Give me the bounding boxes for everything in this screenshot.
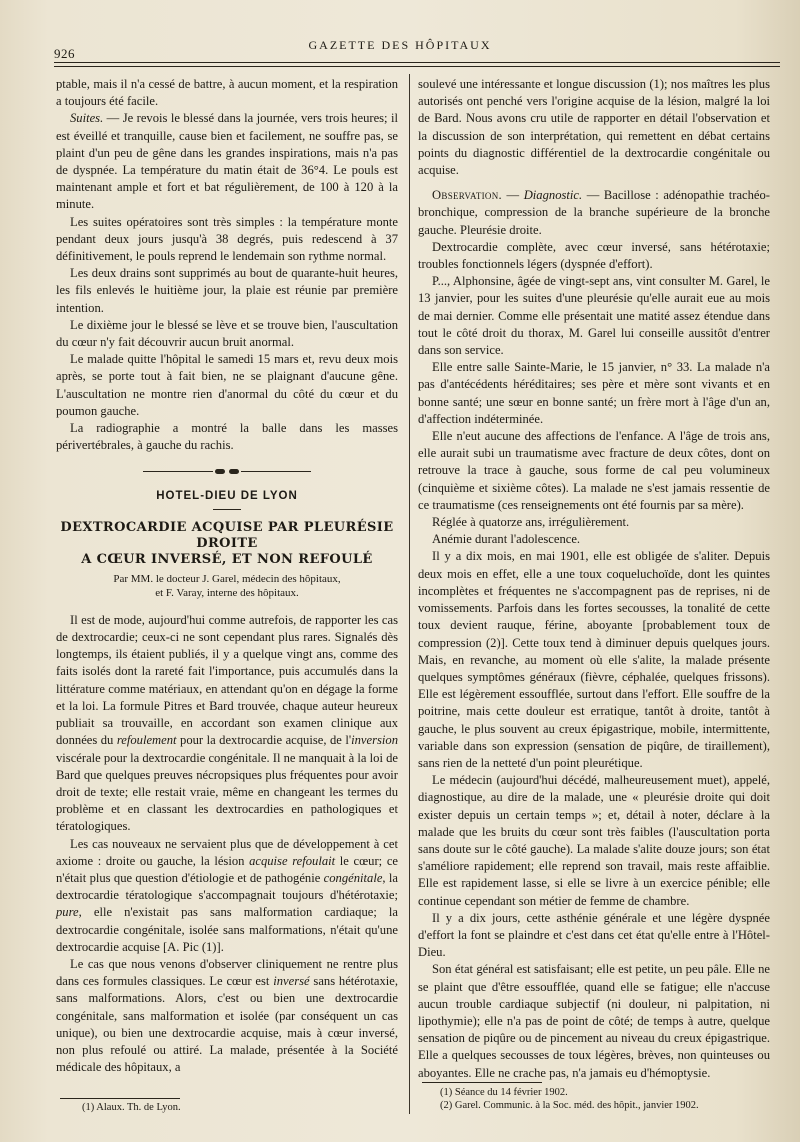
authors-line: Par MM. le docteur J. Garel, médecin des hôpitaux, — [113, 572, 341, 585]
text-run: , elle n'existait pas sans malformation cardiaque; la dextrocardie congénitale, isolée sans malformations, n'était qu'une dextrocardie acquise [A. Pic (1)]. — [56, 905, 398, 954]
article-title-line: DEXTROCARDIE ACQUISE PAR PLEURÉSIE DROITE — [60, 519, 394, 551]
left-column — [56, 76, 398, 1076]
observation-label: Observation. — [432, 188, 502, 203]
text-run: pour la dextrocardie acquise, de l' — [176, 733, 352, 748]
text-run: le cœur; ce n'était plus que question d'étiologie et de pathogénie — [56, 853, 399, 885]
section-heading: HOTEL-DIEU DE LYON — [156, 489, 298, 502]
footnote: (1) Séance du 14 février 1902. — [440, 1087, 568, 1098]
ornament-divider — [56, 462, 398, 479]
paragraph — [56, 956, 398, 1076]
article-title — [56, 520, 398, 568]
text-run: viscérale pour la dextrocardie congénitale. Il ne manquait à la loi de Bard que quelques preuves nécropsiques plus fréquentes pour avoir droit de texte; elle restait vraie, même en changeant les termes du problème et en classant les dextrocardies en pathologiques et tératologiques. — [56, 750, 398, 834]
paragraph: La radiographie a montré la balle dans les masses périvertébrales, à gauche du rachis. — [56, 421, 398, 453]
footnote: (1) Alaux. Th. de Lyon. — [82, 1102, 181, 1113]
paragraph: Le malade quitte l'hôpital le samedi 15 mars et, revu deux mois après, se porte tout à fait bien, ne se plaignant d'aucune gêne. L'auscultation ne montre rien d'anormal du côté du cœur et du poumon gauche. — [56, 352, 398, 418]
paragraph: Anémie durant l'adolescence. — [432, 532, 581, 547]
italic-term: congénitale — [323, 870, 383, 885]
paragraph: ptable, mais il n'a cessé de battre, à aucun moment, et la respiration a toujours été facile. — [56, 77, 398, 109]
text-run: sans hétérotaxie, sans malformations. Alors, c'est ou bien une dextrocardie congénitale, sans malformation et isolée (par conséquent un cas unique), ou bien une dextrocardie acquise, mais à cœur inversé, non plus refoulé ou attiré. La malade, présentée à la Société médicale des hôpitaux, a — [56, 974, 398, 1075]
paragraph: Le médecin (aujourd'hui décédé, malheureusement muet), appelé, diagnostique, au dire de la malade, une « pleurésie droite qui doit exister depuis un certain temps »; et, détail à noter, déclare à la malade que les bruits du cœur sont très faibles (l'auscultation porta sans doute sur le côté gauche). La malade s'alite douze jours; son état s'améliore rapidement; elle reprend son travail, mais reste affaiblie. Elle est rapidement lasse, si elle se livre à un exercice pénible; elle continue cependant son métier de femme de chambre. — [418, 773, 770, 908]
paragraph: P..., Alphonsine, âgée de vingt-sept ans, vint consulter M. Garel, le 13 janvier, pour les suites d'une pleurésie qu'elle aurait eue au mois de mai dernier. Comme elle présentait une matité assez étendue dans tout le côté droit du thorax, M. Garel lui conseille aussitôt d'entrer dans son service. — [418, 274, 770, 358]
header-rule-thick — [54, 62, 780, 63]
paragraph: Il y a dix mois, en mai 1901, elle est obligée de s'aliter. Depuis deux mois en effet, elle a une toux coqueluchoïde, dont les quintes incomplètes et fréquentes ne s'accompagnent pas de reprises, ni de vomissements. Parfois dans les fortes secousses, la tonalité de cette toux devient rauque, férine, aboyante [probablement toux de compression (2)]. Cette toux tend à diminuer depuis quelques jours. Mais, en revanche, au moment où elle s'alite, la malade présente quelques symptômes généraux (fièvre, céphalée, quelques frissons). Elle est légèrement essoufflée, surtout dans l'effort. Elle souffre de la poitrine, mais cette douleur est erratique, tantôt à droite, tantôt à gauche, le plus souvent au creux épigastrique, mobile, intermittente, variable dans son expression (sensation de piqûre, de tiraillement), sans rien de la netteté d'un point pleurétique. — [418, 549, 770, 770]
paragraph: Les suites opératoires sont très simples : la température monte pendant deux jours jusqu'à 38 degrés, puis redescend à 37 définitivement, le pouls reprend le lendemain son rythme normal. — [56, 214, 398, 264]
paragraph: Réglée à quatorze ans, irrégulièrement. — [432, 515, 630, 530]
footnote: (2) Garel. Communic. à la Soc. méd. des hôpit., janvier 1902. — [440, 1100, 699, 1111]
text-run: Il est de mode, aujourd'hui comme autrefois, de rapporter les cas de dextrocardie; ceux-ci ne sont cependant plus rares. Signalés dès longtemps, ils étaient publiés, il y a quelque vingt ans, comme des faits isolés dont la rareté fait l'importance, puis accumulés dans la littérature comme matériaux, en attendant qu'on en dégage la forme et la loi. La formule Pitres et Bard trouvée, chaque auteur heureux publiait sa trouvaille, en accordant son examen clinique aux données du — [56, 612, 398, 748]
running-title: GAZETTE DES HÔPITAUX — [308, 38, 492, 52]
paragraph — [56, 612, 398, 836]
text-run: Le cas que nous venons d'observer cliniquement ne rentre plus dans ces formules classiques. Le cœur est — [56, 956, 398, 989]
paragraph: Elle n'eut aucune des affections de l'enfance. A l'âge de trois ans, elle aurait subi un traumatisme avec fracture de deux côtes, dont on retrouve la trace à gauche, sous forme de cal peu volumineux (cinquième et sixième côtes). La malade ne s'est jamais ressentie de ce traumatisme (ces renseignements ont été fournis par sa mère). — [418, 429, 770, 512]
italic-term: inversion — [351, 733, 398, 748]
paragraph: Elle entre salle Sainte-Marie, le 15 janvier, n° 33. La malade n'a pas d'antécédents héréditaires; ses père et mère sont vivants et en bonne santé; une sœur en bonne santé; un frère mort à l'âge d'un an, d'affection indéterminée. — [418, 360, 770, 426]
paragraph: soulevé une intéressante et longue discussion (1); nos maîtres les plus autorisés ont penché vers l'origine acquise de la lésion, malgré la loi de Bard. Nous avons cru utile de rapporter en détail l'observation et la discussion de son interprétation, qui remettent en débat certains points du diagnostic différentiel de la dextrocardie congénitale ou acquise. — [418, 77, 770, 178]
italic-term: inversé — [273, 974, 310, 989]
short-rule — [213, 509, 241, 510]
authors-line: et F. Varay, interne des hôpitaux. — [155, 586, 299, 599]
right-column — [418, 76, 770, 1082]
suites-text: — Je revois le blessé dans la journée, vers trois heures; il est éveillé et tranquille, cause bien et facilement, ne souffre pas, se plaint d'un peu de gêne dans les grandes inspirations, mais n'a pas de dyspnée. La température du matin était de 36°4. Le pouls est maintenant ample et fort et bat régulièrement, de 100 à 120 à la minute. — [56, 111, 398, 212]
observation-text: — Bacillose : adénopathie trachéo-bronchique, compression de la branche supérieure de la bronche gauche. Pleurésie droite. — [418, 188, 771, 237]
header-rule-thin — [54, 66, 780, 67]
italic-term: pure — [56, 905, 79, 920]
italic-term: refoulement — [116, 733, 177, 748]
italic-term: acquise refoulait — [249, 853, 336, 868]
diagnostic-label: Diagnostic. — [523, 188, 583, 203]
paragraph — [56, 836, 398, 956]
footnotes-right — [440, 1086, 699, 1112]
article-authors — [56, 572, 398, 600]
page-number: 926 — [54, 46, 75, 61]
paragraph: Dextrocardie complète, avec cœur inversé, sans hétérotaxie; troubles fonctionnels légers (dyspnée d'effort). — [418, 239, 770, 272]
paragraph-suites — [56, 110, 398, 213]
suites-label: Suites. — [70, 111, 104, 126]
paragraph: Les deux drains sont supprimés au bout de quarante-huit heures, les fils enlevés le huitième jour, la plaie est réunie par première intention. — [56, 266, 398, 315]
paragraph: Son état général est satisfaisant; elle est petite, un peu pâle. Elle ne se plaint que d'être essoufflée, quand elle se fatigue; elle n'accuse aucun trouble cardiaque subjectif (ni douleur, ni palpitation, ni lipothymie); elle n'a pas de point de côté; de temps à autre, quelque sensation de piqûre ou de pincement au niveau du creux épigastrique. Elle a quelques secousses de toux légères, brèves, non quinteuses ou aboyantes. Elle ne crache pas, n'a jamais eu d'hémoptysie. — [418, 962, 770, 1080]
text-run: , la dextrocardie tératologique s'accompagnait toujours d'hétérotaxie; — [56, 870, 398, 903]
text-run: Les cas nouveaux ne servaient plus que de développement à cet axiome : droite ou gauche, la lésion — [56, 836, 398, 868]
column-divider — [409, 74, 410, 1114]
paragraph: Il y a dix jours, cette asthénie générale et une légère dyspnée d'effort la font se plaindre et c'est dans cet état qu'elle entre à l'Hôtel-Dieu. — [418, 910, 770, 960]
footnote-rule — [60, 1098, 180, 1099]
paragraph: Le dixième jour le blessé se lève et se trouve bien, l'auscultation du cœur n'y fait découvrir aucun bruit anormal. — [56, 317, 398, 350]
observation-paragraph: Observation. — Diagnostic. — Bacillose : adénopathie trachéo-bronchique, compression de la branche supérieure de la bronche gauche. Pleurésie droite. — [418, 188, 771, 237]
article-title-line: A CŒUR INVERSÉ, ET NON REFOULÉ — [81, 551, 373, 567]
footnote-rule — [422, 1082, 542, 1083]
